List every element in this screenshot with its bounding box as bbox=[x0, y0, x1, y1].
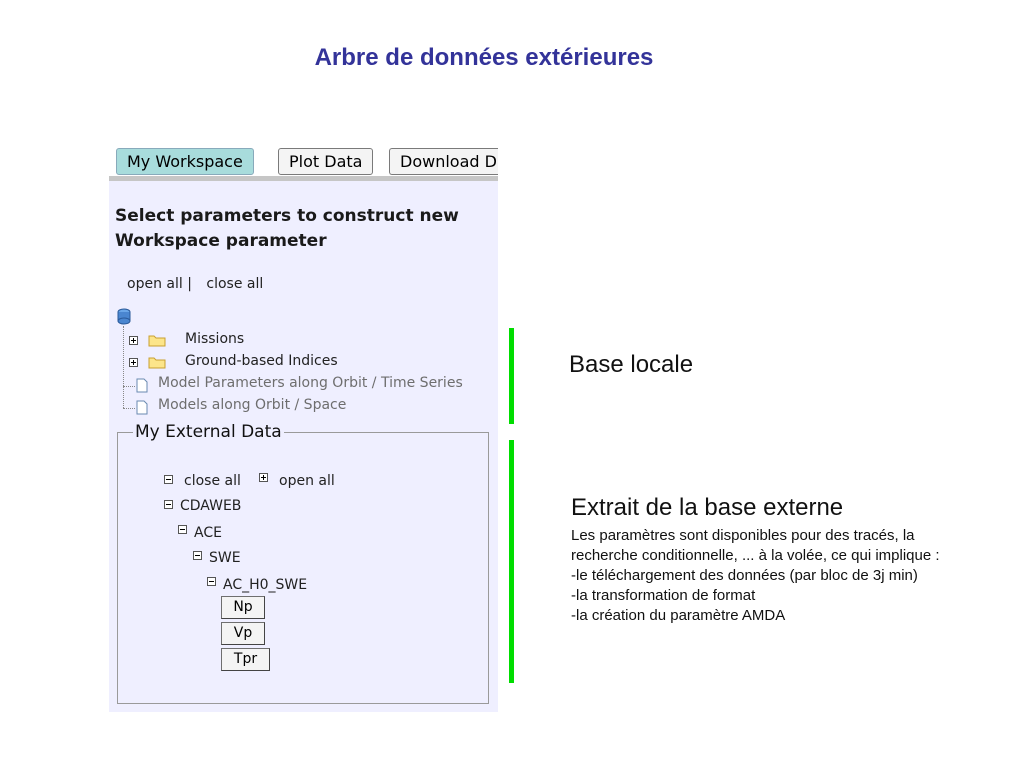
external-open-all-link[interactable]: open all bbox=[279, 473, 335, 489]
tree-links bbox=[127, 276, 263, 292]
param-button-vp[interactable]: Vp bbox=[221, 622, 265, 645]
tree-label-ac-h0-swe[interactable]: AC_H0_SWE bbox=[223, 577, 308, 593]
description-line: -la transformation de format bbox=[571, 587, 756, 604]
extrait-title: Extrait de la base externe bbox=[571, 494, 844, 521]
panel-heading-line1: Select parameters to construct new bbox=[115, 206, 459, 226]
folder-icon bbox=[148, 356, 166, 369]
tab-my-workspace[interactable]: My Workspace bbox=[116, 148, 254, 175]
ace-toggle[interactable] bbox=[178, 521, 187, 537]
document-icon bbox=[136, 400, 148, 415]
collapse-all-control[interactable] bbox=[164, 471, 173, 487]
description-line: recherche conditionnelle, ... à la volée, ce qui implique : bbox=[571, 547, 940, 564]
description-line: -le téléchargement des données (par bloc de 3j min) bbox=[571, 567, 918, 584]
expand-icon[interactable] bbox=[129, 336, 138, 345]
swe-toggle[interactable] bbox=[193, 547, 202, 563]
workspace-panel bbox=[109, 144, 498, 712]
tree-line bbox=[123, 326, 124, 408]
document-icon bbox=[136, 378, 148, 393]
collapse-icon[interactable] bbox=[164, 475, 173, 484]
database-icon bbox=[117, 308, 131, 326]
description-line: Les paramètres sont disponibles pour des tracés, la bbox=[571, 527, 915, 544]
collapse-icon[interactable] bbox=[164, 500, 173, 509]
param-button-tpr[interactable]: Tpr bbox=[221, 648, 270, 671]
tree-label-model-params[interactable]: Model Parameters along Orbit / Time Series bbox=[158, 375, 463, 391]
extrait-description bbox=[571, 526, 940, 626]
panel-heading bbox=[115, 204, 485, 254]
external-data-legend: My External Data bbox=[135, 422, 282, 442]
ac-h0-swe-toggle[interactable] bbox=[207, 573, 216, 589]
external-close-all-link[interactable]: close all bbox=[184, 473, 241, 489]
tree-label-ace[interactable]: ACE bbox=[194, 525, 222, 541]
collapse-icon[interactable] bbox=[193, 551, 202, 560]
tab-plot-data[interactable]: Plot Data bbox=[278, 148, 373, 175]
expand-icon[interactable] bbox=[259, 473, 268, 482]
cdaweb-toggle[interactable] bbox=[164, 496, 173, 512]
slide-title: Arbre de données extérieures bbox=[314, 44, 654, 71]
base-locale-label: Base locale bbox=[569, 351, 694, 378]
tree-line bbox=[123, 408, 135, 409]
tree-item-missions[interactable] bbox=[129, 332, 138, 348]
folder-icon bbox=[148, 334, 166, 347]
tree-label-models-space[interactable]: Models along Orbit / Space bbox=[158, 397, 347, 413]
tab-download-data[interactable]: Download D bbox=[389, 148, 498, 175]
collapse-icon[interactable] bbox=[207, 577, 216, 586]
local-base-bracket bbox=[509, 328, 514, 424]
external-base-bracket bbox=[509, 440, 514, 683]
collapse-icon[interactable] bbox=[178, 525, 187, 534]
description-line: -la création du paramètre AMDA bbox=[571, 607, 786, 624]
tree-line bbox=[123, 386, 135, 387]
expand-icon[interactable] bbox=[129, 358, 138, 367]
param-button-np[interactable]: Np bbox=[221, 596, 265, 619]
expand-all-control[interactable] bbox=[259, 469, 268, 485]
open-all-link[interactable]: open all | bbox=[127, 276, 192, 292]
close-all-link[interactable]: close all bbox=[206, 276, 264, 292]
tab-bar bbox=[109, 144, 498, 181]
tree-item-ground-based[interactable] bbox=[129, 354, 138, 370]
tree-label-cdaweb[interactable]: CDAWEB bbox=[180, 498, 242, 514]
tree-label-missions[interactable]: Missions bbox=[185, 331, 245, 347]
tree-label-swe[interactable]: SWE bbox=[209, 550, 241, 566]
tree-label-ground-based[interactable]: Ground-based Indices bbox=[185, 353, 338, 369]
panel-heading-line2: Workspace parameter bbox=[115, 231, 327, 251]
